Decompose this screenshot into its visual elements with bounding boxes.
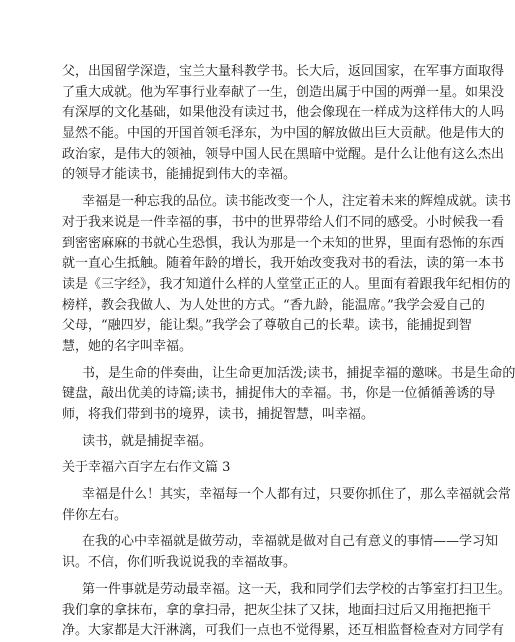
text-line: 幸福是什么！其实，幸福每一个人都有过，只要你抓住了，那么幸福就会常 bbox=[82, 487, 512, 503]
text-line: 伴你左右。 bbox=[62, 507, 128, 523]
text-line: 的领导才能读书，能捕捉到伟大的幸福。 bbox=[62, 167, 297, 183]
paragraph bbox=[62, 458, 444, 479]
text-line: 净。大家都是大汗淋漓，可我们一点也不觉得累，还互相监督检查对方同学有 bbox=[62, 623, 505, 639]
paragraph bbox=[62, 485, 512, 526]
paragraph bbox=[62, 62, 505, 186]
text-line: 慧，她的名字叫幸福。 bbox=[62, 338, 193, 354]
text-line: 键盘，敲出优美的诗篇;读书，捕捉伟大的幸福。书，你是一位循循善诱的导 bbox=[62, 386, 496, 402]
text-line: 在我的心中幸福就是做劳动，幸福就是做对自己有意义的事情——学习知 bbox=[82, 534, 499, 550]
text-line: 榜样，教会我做人、为人处世的方式。“香九龄，能温席。”我学会爱自己的 bbox=[62, 297, 485, 313]
text-line: 师，将我们带到书的境界，读书，捕捉智慧，叫幸福。 bbox=[62, 407, 375, 422]
text-line: 了重大成就。他为军事行业奉献了一生，创造出属于中国的两弹一星。如果没 bbox=[62, 84, 505, 100]
text-line: 对于我来说是一件幸福的事，书中的世界带给人们不同的感受。小时候我一看 bbox=[62, 214, 505, 230]
text-line: 读书，就是捕捉幸福。 bbox=[82, 433, 213, 449]
text-line: 书，是生命的伴奏曲，让生命更加活泼;读书，捕捉幸福的邀咪。书是生命的 bbox=[82, 365, 515, 381]
document-page bbox=[62, 62, 515, 642]
text-line: 父母，“融四岁，能让梨。”我学会了尊敬自己的长辈。读书，能捕捉到智 bbox=[62, 318, 472, 334]
text-line: 到密密麻麻的书就心生恐惧，我认为那是一个未知的世界，里面有恐怖的东西 bbox=[62, 235, 505, 251]
text-line: 政治家，是伟大的领袖，领导中国人民在黑暗中觉醒。是什么让他有这么杰出 bbox=[62, 146, 505, 162]
text-line: 幸福是一种忘我的品位。读书能改变一个人，注定着未来的辉煌成就。读书 bbox=[82, 194, 512, 210]
text-line: 就一直心生抵触。随着年龄的增长，我开始改变我对书的看法，读的第一本书 bbox=[62, 256, 505, 272]
paragraph bbox=[62, 364, 515, 426]
text-line: 读是《三字经》，我才知道什么样的人堂堂正正的人。里面有着跟我年纪相仿的 bbox=[62, 276, 511, 292]
text-line: 关于幸福六百字左右作文篇 3 bbox=[62, 460, 231, 476]
text-line: 显然不能。中国的开国首领毛泽东，为中国的解放做出巨大贡献。他是伟大的 bbox=[62, 126, 505, 142]
text-line: 父，出国留学深造，宝兰大量科教学书。长大后，返回国家，在军事方面取得 bbox=[62, 64, 505, 79]
text-line: 我们拿的拿抹布，拿的拿扫帚，把灰尘抹了又抹，地面扫过后又用拖把拖干 bbox=[62, 602, 492, 618]
text-line: 第一件事就是劳动最幸福。这一天，我和同学们去学校的古筝室打扫卫生。 bbox=[82, 581, 512, 597]
text-line: 识。不信，你们听我说说我的幸福故事。 bbox=[62, 555, 297, 571]
text-line: 有深厚的文化基础，如果他没有读过书，他会像现在一样成为这样伟大的人吗 bbox=[62, 105, 505, 121]
paragraph bbox=[62, 580, 512, 642]
paragraph bbox=[62, 432, 444, 453]
paragraph bbox=[62, 532, 499, 573]
paragraph bbox=[62, 192, 512, 358]
